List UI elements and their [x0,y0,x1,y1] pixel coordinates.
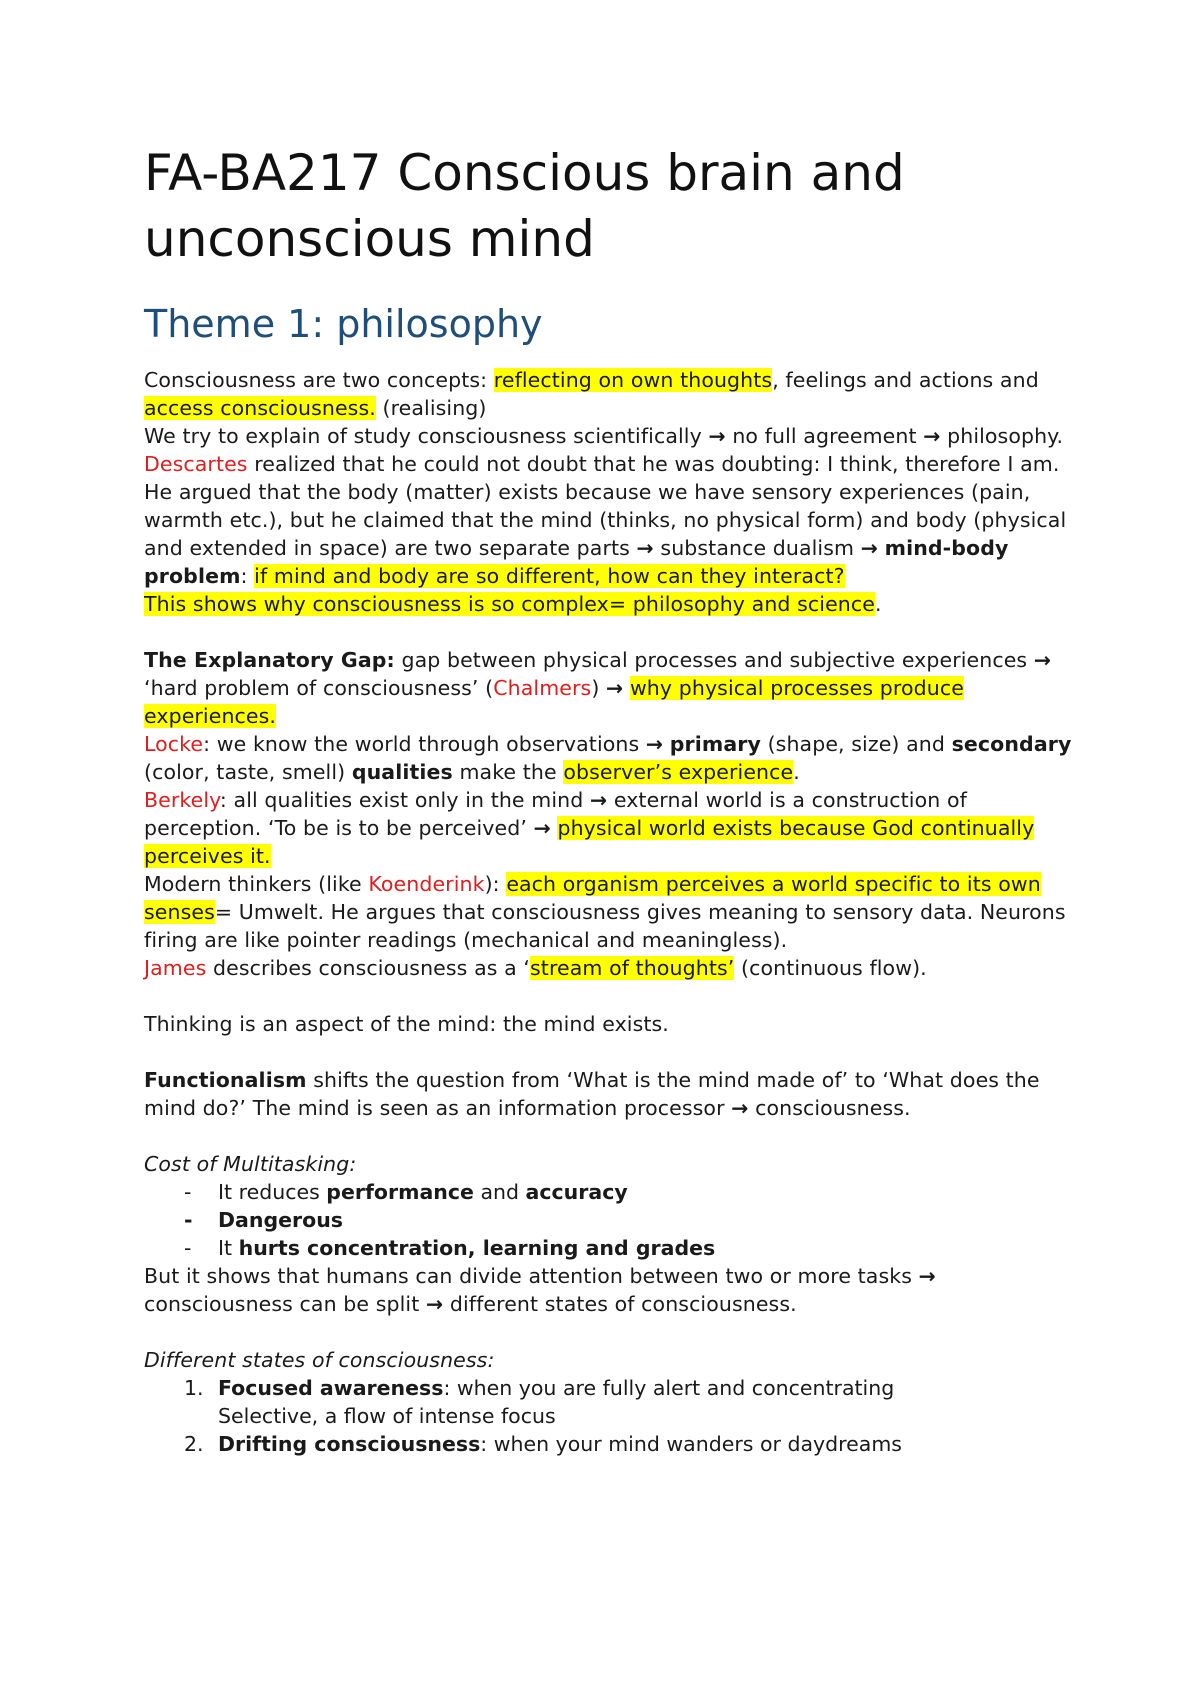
heading-cost-of-multitasking: Cost of Multitasking: [144,1152,357,1176]
highlight: if mind and body are so different, how can they interact? [254,564,845,588]
paragraph-descartes: Descartes realized that he could not doubt that he was doubting: I think, therefore I am. He argued that the body (matter) exists because we have sensory experiences (pain, warmth etc.), but he claimed that the mind (thinks, no physical form) and body (physical and extended in space) are two separate parts → substance dualism → mind-body problem: if mind and body are so different, how can they interact? [144,452,1067,588]
heading-theme-1: Theme 1: philosophy [144,302,543,346]
paragraph-divided-attention: But it shows that humans can divide attention between two or more tasks → consciousness can be split → different states of consciousness. [144,1264,936,1316]
arrow-icon: → [636,536,654,560]
states-list [144,1374,1074,1458]
number-marker: 1. [184,1376,204,1400]
paragraph-functionalism: Functionalism shifts the question from ‘What is the mind made of’ to ‘What does the mind do?’ The mind is seen as an information processor → consciousness. [144,1068,1040,1120]
arrow-icon: → [533,816,551,840]
highlight: access consciousness. [144,396,376,420]
list-item: 2. Drifting consciousness: when your mind wanders or daydreams [184,1432,902,1456]
arrow-icon: → [708,424,726,448]
arrow-icon: → [923,424,941,448]
philosopher-name: Descartes [144,452,248,476]
highlight: physical world exists because God continually perceives it. [144,816,1035,868]
philosopher-name: Chalmers [493,676,592,700]
multitasking-list [144,1178,1074,1262]
arrow-icon: → [731,1096,749,1120]
list-item: - It reduces performance and accuracy [184,1180,628,1204]
paragraph-berkely: Berkely: all qualities exist only in the mind → external world is a construction of perception. ‘To be is to be perceived’ → physical world exists because God continually perceives it. [144,788,1035,868]
paragraph-james: James describes consciousness as a ‘stream of thoughts’ (continuous flow). [144,956,927,980]
highlight: stream of thoughts’ [530,956,735,980]
list-item: - It hurts concentration, learning and grades [184,1236,716,1260]
paragraph-scientific-study: We try to explain of study consciousness scientifically → no full agreement → philosophy. [144,424,1064,448]
heading-different-states: Different states of consciousness: [144,1348,495,1372]
philosopher-name: Locke [144,732,204,756]
arrow-icon: → [860,536,878,560]
arrow-icon: → [606,676,624,700]
highlight: why physical processes produce experiences. [144,676,964,728]
paragraph-explanatory-gap: The Explanatory Gap: gap between physical processes and subjective experiences → ‘hard problem of consciousness’ (Chalmers) → why physical processes produce experiences. [144,648,1052,728]
paragraph-modern-thinkers: Modern thinkers (like Koenderink): each organism perceives a world specific to its own senses= Umwelt. He argues that consciousness gives meaning to sensory data. Neurons firing are like pointer readings (mechanical and meaningless). [144,872,1066,952]
highlight: observer’s experience [563,760,794,784]
paragraph-thinking: Thinking is an aspect of the mind: the mind exists. [144,1012,669,1036]
highlight: each organism perceives a world specific to its own senses [144,872,1041,924]
highlight: This shows why consciousness is so complex= philosophy and science [144,592,875,616]
philosopher-name: James [144,956,207,980]
list-item: - Dangerous [184,1208,344,1232]
philosopher-name: Koenderink [368,872,485,896]
document-body [144,140,1074,1458]
paragraph-consciousness-concepts: Consciousness are two concepts: reflecting on own thoughts, feelings and actions and access consciousness. (realising) [144,368,1039,420]
arrow-icon: → [1033,648,1052,672]
paragraph-locke: Locke: we know the world through observations → primary (shape, size) and secondary (color, taste, smell) qualities make the observer’s experience. [144,732,1072,784]
number-marker: 2. [184,1432,204,1456]
philosopher-name: Berkely [144,788,220,812]
dash-marker: - [184,1180,192,1204]
dash-marker: - [184,1208,193,1232]
list-item: 1. Focused awareness: when you are fully alert and concentrating Selective, a flow of intense focus [184,1376,895,1428]
arrow-icon: → [589,788,608,812]
arrow-icon: → [425,1292,444,1316]
document-title: FA-BA217 Conscious brain and unconscious mind [144,144,905,268]
arrow-icon: → [645,732,664,756]
paragraph-complexity: This shows why consciousness is so complex= philosophy and science. [144,592,882,616]
dash-marker: - [184,1236,192,1260]
arrow-icon: → [918,1264,936,1288]
highlight: reflecting on own thoughts [493,368,773,392]
